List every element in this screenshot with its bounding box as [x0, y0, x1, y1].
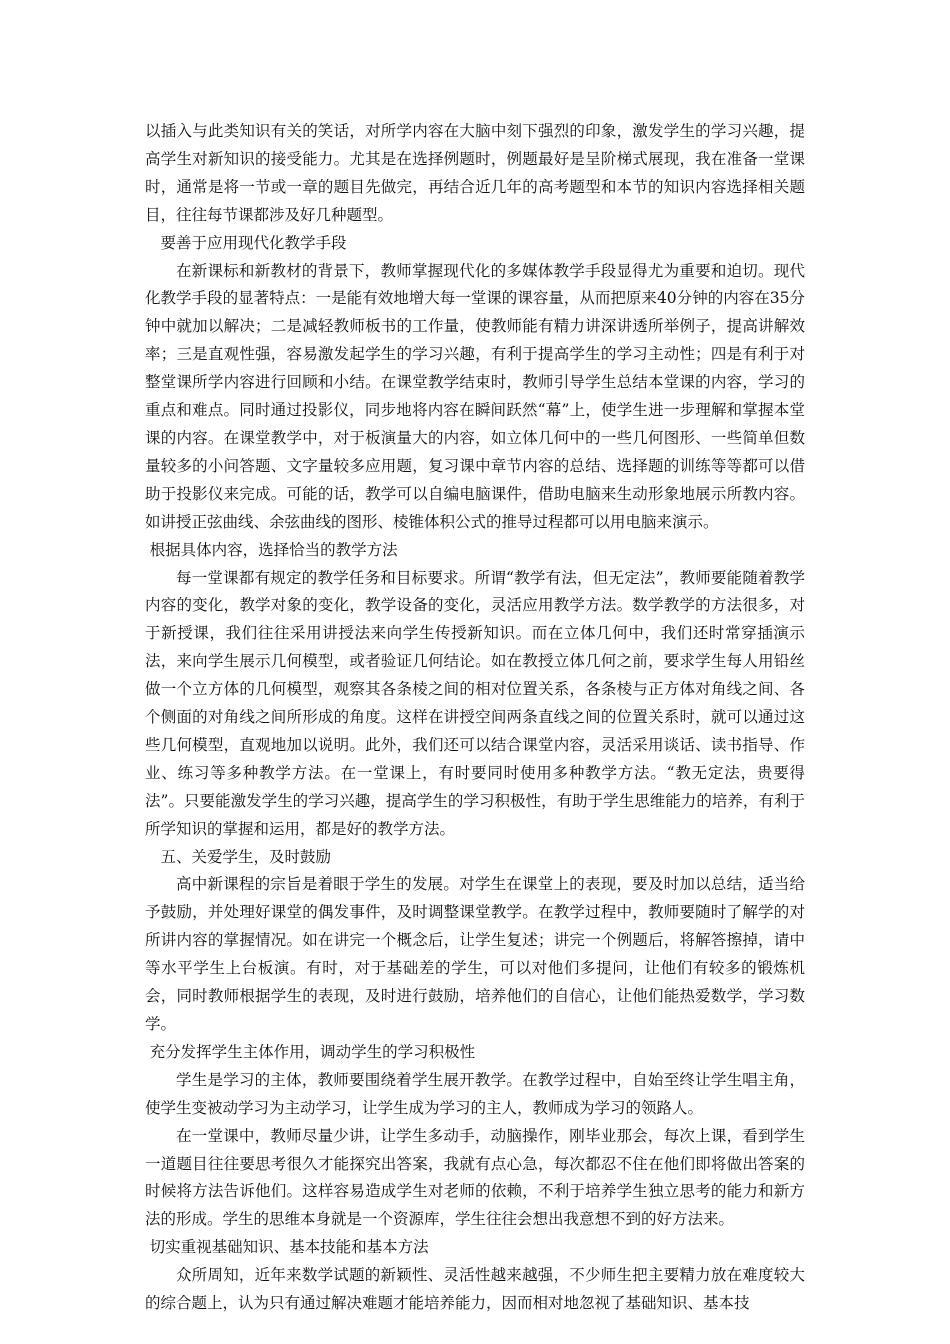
paragraph: 在新课标和新教材的背景下，教师掌握现代化的多媒体教学手段显得尤为重要和迫切。现代化教学手段的显著特点：一是能有效地增大每一堂课的课容量，从而把原来40分钟的内容在35分钟中就加以解决；二是减轻教师板书的工作量，使教师能有精力讲深讲透所举例子，提高讲解效率；三是直观性强，容易激发起学生的学习兴趣，有利于提高学生的学习主动性；四是有利于对整堂课所学内容进行回顾和小结。在课堂教学结束时，教师引导学生总结本堂课的内容，学习的重点和难点。同时通过投影仪，同步地将内容在瞬间跃然“幕”上，使学生进一步理解和掌握本堂课的内容。在课堂教学中，对于板演量大的内容，如立体几何中的一些几何图形、一些简单但数量较多的小问答题、文字量较多应用题，复习课中章节内容的总结、选择题的训练等等都可以借助于投影仪来完成。可能的话，教学可以自编电脑课件，借助电脑来生动形象地展示所教内容。如讲授正弦曲线、余弦曲线的图形、棱锥体积公式的推导过程都可以用电脑来演示。 [145, 261, 805, 531]
paragraph: 学生是学习的主体，教师要围绕着学生展开教学。在教学过程中，自始至终让学生唱主角，使学生变被动学习为主动学习，让学生成为学习的主人，教师成为学习的领路人。 [145, 1070, 805, 1117]
paragraph: 以插入与此类知识有关的笑话，对所学内容在大脑中刻下强烈的印象，激发学生的学习兴趣，提高学生对新知识的接受能力。尤其是在选择例题时，例题最好是呈阶梯式展现，我在准备一堂课时，通常是将一节或一章的题目先做完，再结合近几年的高考题型和本节的知识内容选择相关题目，往往每节课都涉及好几种题型。 [145, 122, 805, 224]
paragraph: 在一堂课中，教师尽量少讲，让学生多动手，动脑操作，刚毕业那会，每次上课，看到学生一道题目往往要思考很久才能探究出答案，我就有点心急，每次都忍不住在他们即将做出答案的时候将方法告诉他们。这样容易造成学生对老师的依赖，不利于培养学生独立思考的能力和新方法的形成。学生的思维本身就是一个资源库，学生往往会想出我意想不到的好方法来。 [145, 1126, 805, 1229]
section-heading: 要善于应用现代化教学手段 [160, 233, 347, 252]
section-heading: 根据具体内容，选择恰当的教学方法 [149, 540, 398, 559]
section-heading: 充分发挥学生主体作用，调动学生的学习积极性 [149, 1042, 476, 1061]
paragraph: 众所周知，近年来数学试题的新颖性、灵活性越来越强，不少师生把主要精力放在难度较大的综合题上，认为只有通过解决难题才能培养能力，因而相对地忽视了基础知识、基本技 [145, 1266, 805, 1313]
paragraph: 每一堂课都有规定的教学任务和目标要求。所谓“教学有法，但无定法”，教师要能随着教学内容的变化，教学对象的变化，教学设备的变化，灵活应用教学方法。数学教学的方法很多，对于新授课，我们往往采用讲授法来向学生传授新知识。而在立体几何中，我们还时常穿插演示法，来向学生展示几何模型，或者验证几何结论。如在教授立体几何之前，要求学生每人用铅丝做一个立方体的几何模型，观察其各条棱之间的相对位置关系，各条棱与正方体对角线之间、各个侧面的对角线之间所形成的角度。这样在讲授空间两条直线之间的位置关系时，就可以通过这些几何模型，直观地加以说明。此外，我们还可以结合课堂内容，灵活采用谈话、读书指导、作业、练习等多种教学方法。在一堂课上，有时要同时使用多种教学方法。“教无定法，贵要得法”。只要能激发学生的学习兴趣，提高学生的学习积极性，有助于学生思维能力的培养，有利于所学知识的掌握和运用，都是好的教学方法。 [145, 568, 805, 838]
section-heading: 切实重视基础知识、基本技能和基本方法 [149, 1238, 429, 1257]
document-body [145, 118, 805, 1318]
section-heading: 五、关爱学生，及时鼓励 [160, 847, 332, 866]
paragraph: 高中新课程的宗旨是着眼于学生的发展。对学生在课堂上的表现，要及时加以总结，适当给予鼓励，并处理好课堂的偶发事件，及时调整课堂教学。在教学过程中，教师要随时了解学的对所讲内容的掌握情况。如在讲完一个概念后，让学生复述；讲完一个例题后，将解答擦掉，请中等水平学生上台板演。有时，对于基础差的学生，可以对他们多提问，让他们有较多的锻炼机会，同时教师根据学生的表现，及时进行鼓励，培养他们的自信心，让他们能热爱数学，学习数学。 [145, 875, 805, 1033]
